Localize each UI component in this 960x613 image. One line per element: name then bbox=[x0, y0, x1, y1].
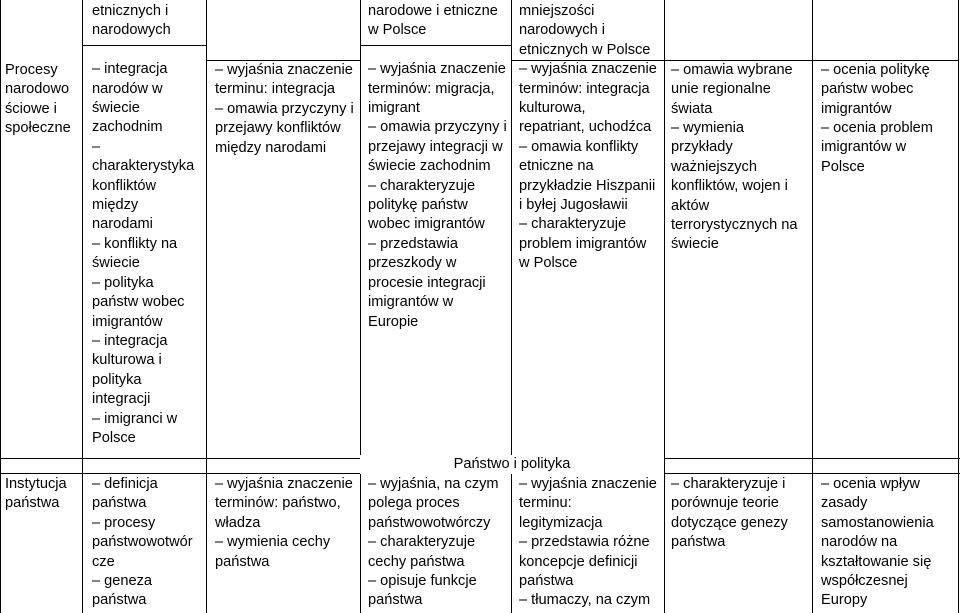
row2-requirement-2-cell: – wyjaśnia, na czym polega proces państwowotwórczy – charakteryzuje cechy państwa – opisuje funkcje państwa bbox=[368, 476, 499, 609]
row2-content-cell: – definicja państwa – procesy państwowotwór cze – geneza państwa bbox=[92, 476, 193, 609]
row1-requirement-2-cell: narodowe i etniczne w Polsce – wyjaśnia znaczenie terminów: migracja, imigrant – omawia przyczyny i przejawy integracji w świecie zachodnim – charakteryzuje politykę państw wobec imigrantów – przedstawia przeszkody w procesie integracji imigrantów w Europie bbox=[368, 3, 507, 330]
row2-requirement-4-cell: – charakteryzuje i porównuje teorie dotyczące genezy państwa bbox=[671, 476, 788, 551]
row1-requirement-3-cell: mniejszości narodowych i etnicznych w Polsce – wyjaśnia znaczenie terminów: integracja kulturowa, repatriant, uchodźca – omawia konflikty etniczne na przykładzie Hiszpanii i byłej Jugosławii – charakteryzuje problem imigrantów w Polsce bbox=[519, 3, 657, 272]
row1-topic-cell: Procesy narodowo ściowe i społeczne bbox=[5, 62, 71, 137]
row1-requirement-4-cell: – omawia wybrane unie regionalne świata – wymienia przykłady ważniejszych konfliktów, wojen i aktów terrorystycznych na świecie bbox=[671, 61, 798, 253]
row2-requirement-5-cell: – ocenia wpływ zasady samostanowienia narodów na kształtowanie się współczesnej Europy bbox=[821, 476, 934, 609]
row2-requirement-1-cell: – wyjaśnia znaczenie terminów: państwo, władza – wymienia cechy państwa bbox=[215, 476, 353, 570]
row1-content-cell: etnicznych i narodowych – integracja narodów w świecie zachodnim – charakterystyka konfliktów między narodami – konflikty na świecie – polityka państw wobec imigrantów – integracja kulturowa i polityka integracji – imigranci w Polsce bbox=[92, 3, 195, 446]
row2-requirement-3-cell: – wyjaśnia znaczenie terminu: legitymizacja – przedstawia różne koncepcje definicji państwa – tłumaczy, na czym bbox=[519, 476, 657, 609]
row1-requirement-5-cell: – ocenia politykę państw wobec imigrantów – ocenia problem imigrantów w Polsce bbox=[821, 61, 933, 175]
row2-topic-cell: Instytucja państwa bbox=[5, 476, 67, 512]
section-title: Państwo i polityka bbox=[360, 455, 664, 474]
row1-requirement-1-cell: – wyjaśnia znaczenie terminu: integracja – omawia przyczyny i przejawy konfliktów między narodami bbox=[215, 62, 354, 156]
